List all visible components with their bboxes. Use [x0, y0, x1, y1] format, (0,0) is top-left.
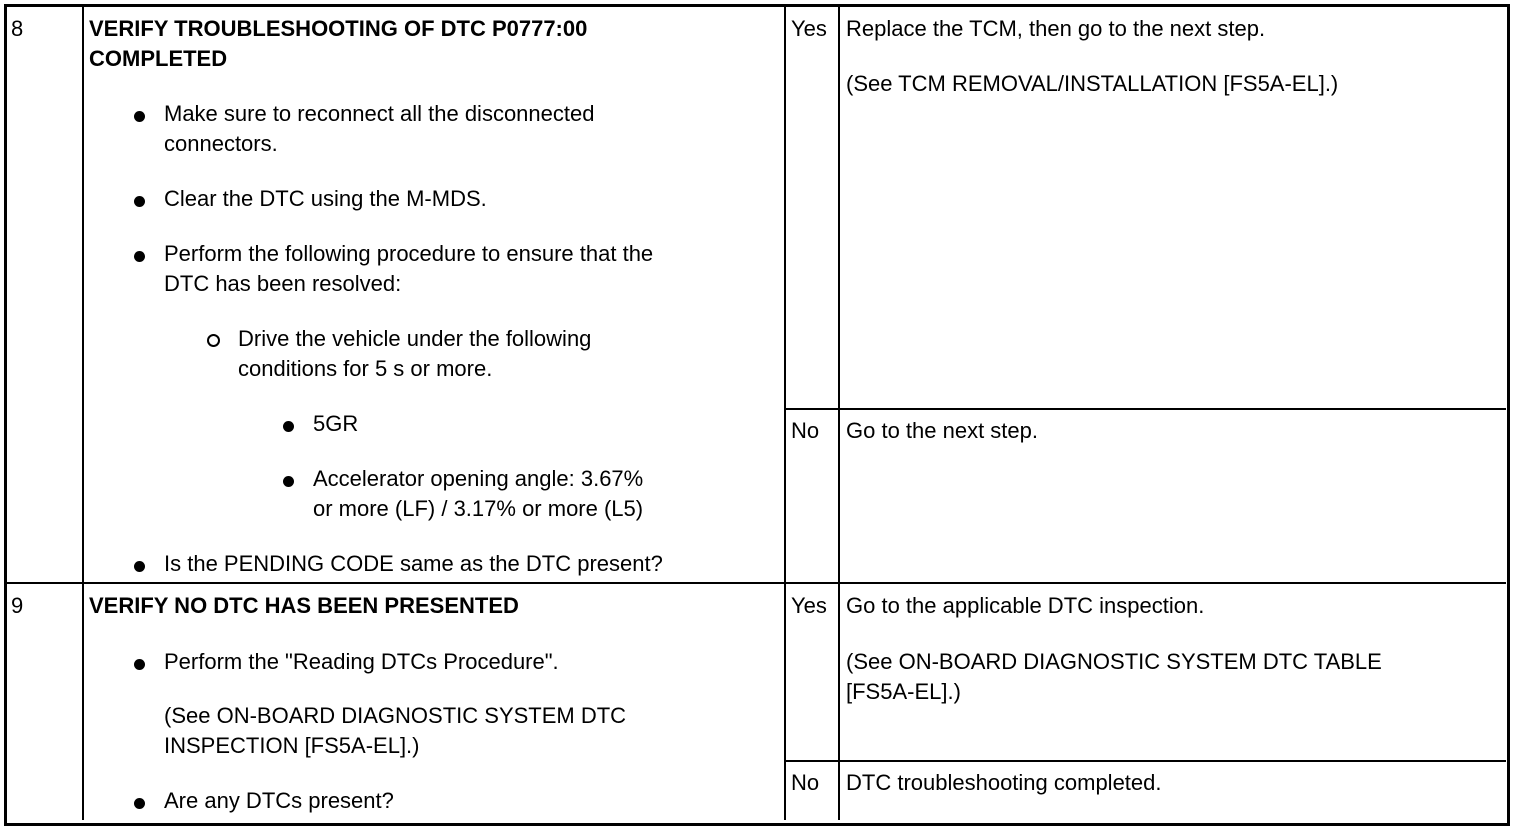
instruction-text: Perform the following procedure to ensure that the [164, 241, 654, 266]
instruction-text: DTC has been resolved: [164, 271, 402, 296]
bullet-icon [134, 648, 145, 678]
result-divider-row9 [784, 760, 1506, 762]
instruction-text: Drive the vehicle under the following [238, 326, 592, 351]
column-divider-action [784, 6, 786, 820]
bullet-icon [134, 240, 145, 270]
instruction-reference: INSPECTION [FS5A-EL].) [164, 733, 420, 758]
step-title: VERIFY NO DTC HAS BEEN PRESENTED [89, 593, 519, 618]
instruction-reference: (See ON-BOARD DIAGNOSTIC SYSTEM DTC [164, 703, 627, 728]
bullet-icon [134, 185, 145, 215]
instruction-text: 5GR [313, 411, 359, 436]
result-label-yes: Yes [791, 593, 827, 618]
instruction-text: conditions for 5 s or more. [238, 356, 493, 381]
result-label-yes: Yes [791, 16, 827, 41]
instruction-text: connectors. [164, 131, 278, 156]
column-divider-step [82, 6, 84, 820]
instruction-text: Perform the "Reading DTCs Procedure". [164, 649, 559, 674]
bullet-icon [283, 410, 294, 440]
row-divider [6, 582, 1506, 584]
column-divider-result [838, 6, 840, 820]
bullet-icon [134, 550, 145, 580]
circle-bullet-icon [207, 325, 220, 355]
result-action: Go to the applicable DTC inspection. [846, 593, 1205, 618]
bullet-icon [283, 465, 294, 495]
instruction-text: Make sure to reconnect all the disconnected [164, 101, 595, 126]
result-divider-row8 [784, 408, 1506, 410]
instruction-text: Clear the DTC using the M-MDS. [164, 186, 487, 211]
instruction-text: Are any DTCs present? [164, 788, 394, 813]
result-action: Go to the next step. [846, 418, 1039, 443]
result-label-no: No [791, 770, 820, 795]
result-reference: (See TCM REMOVAL/INSTALLATION [FS5A-EL].) [846, 71, 1339, 96]
result-label-no: No [791, 418, 820, 443]
bullet-icon [134, 100, 145, 130]
step-number: 8 [11, 16, 24, 41]
result-reference: (See ON-BOARD DIAGNOSTIC SYSTEM DTC TABLE [846, 649, 1382, 674]
instruction-text: Is the PENDING CODE same as the DTC present? [164, 551, 663, 576]
result-action: DTC troubleshooting completed. [846, 770, 1162, 795]
instruction-text: or more (LF) / 3.17% or more (L5) [313, 496, 644, 521]
step-title: VERIFY TROUBLESHOOTING OF DTC P0777:00 [89, 16, 588, 41]
step-number: 9 [11, 593, 24, 618]
result-action: Replace the TCM, then go to the next step. [846, 16, 1266, 41]
result-reference: [FS5A-EL].) [846, 679, 961, 704]
step-title-continued: COMPLETED [89, 46, 228, 71]
instruction-text: Accelerator opening angle: 3.67% [313, 466, 644, 491]
bullet-icon [134, 787, 145, 817]
